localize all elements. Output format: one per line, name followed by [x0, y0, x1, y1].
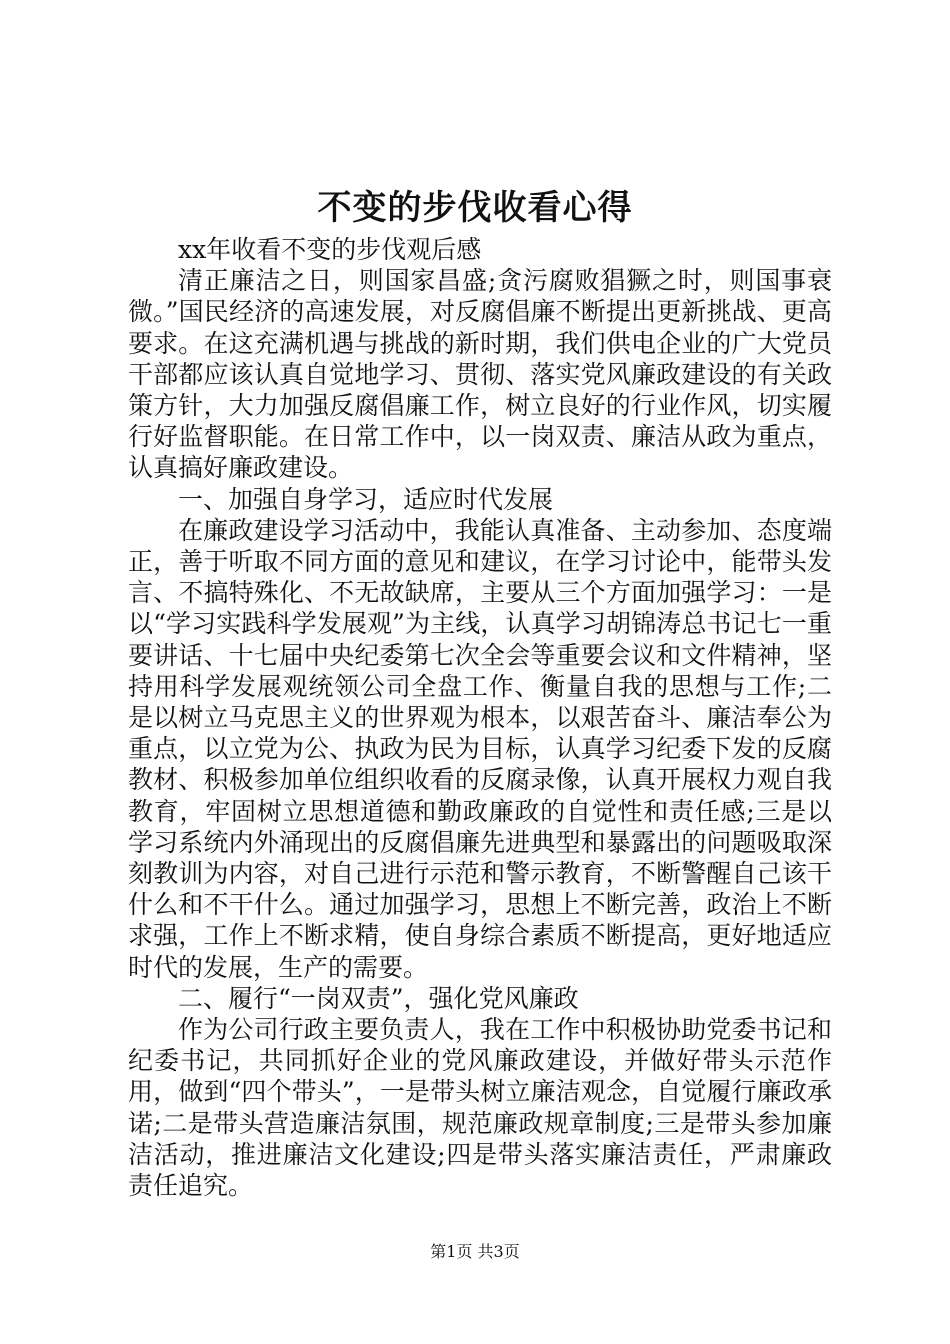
document-body [128, 234, 832, 1201]
paragraph-subtitle: xx年收看不变的步伐观后感 [178, 235, 482, 264]
paragraph-intro: 清正廉洁之日，则国家昌盛;贪污腐败猖獗之时，则国事衰微。”国民经济的高速发展，对反腐倡廉不断提出更新挑战、更高要求。在这充满机遇与挑战的新时期，我们供电企业的广大党员干部都应该认真自觉地学习、贯彻、落实党风廉政建设的有关政策方针，大力加强反腐倡廉工作，树立良好的行业作风，切实履行好监督职能。在日常工作中，以一岗双责、廉洁从政为重点，认真搞好廉政建设。 [128, 266, 832, 483]
paragraph-section-1: 在廉政建设学习活动中，我能认真准备、主动参加、态度端正，善于听取不同方面的意见和建议，在学习讨论中，能带头发言、不搞特殊化、不无故缺席，主要从三个方面加强学习：一是以“学习实践科学发展观”为主线，认真学习胡锦涛总书记七一重要讲话、十七届中央纪委第七次全会等重要会议和文件精神，坚持用科学发展观统领公司全盘工作、衡量自我的思想与工作;二是以树立马克思主义的世界观为根本，以艰苦奋斗、廉洁奉公为重点，以立党为公、执政为民为目标，认真学习纪委下发的反腐教材、积极参加单位组织收看的反腐录像，认真开展权力观自我教育，牢固树立思想道德和勤政廉政的自觉性和责任感;三是以学习系统内外涌现出的反腐倡廉先进典型和暴露出的问题吸取深刻教训为内容，对自己进行示范和警示教育，不断警醒自己该干什么和不干什么。通过加强学习，思想上不断完善，政治上不断求强，工作上不断求精，使自身综合素质不断提高，更好地适应时代的发展，生产的需要。 [128, 515, 832, 982]
section-heading-1: 一、加强自身学习，适应时代发展 [178, 484, 554, 514]
paragraph-section-2: 作为公司行政主要负责人，我在工作中积极协助党委书记和纪委书记，共同抓好企业的党风廉政建设，并做好带头示范作用，做到“四个带头”，一是带头树立廉洁观念，自觉履行廉政承诺;二是带头营造廉洁氛围，规范廉政规章制度;三是带头参加廉洁活动，推进廉洁文化建设;四是带头落实廉洁责任，严肃廉政责任追究。 [128, 1015, 832, 1201]
page-footer: 第1页 共3页 [430, 1242, 520, 1261]
section-heading-2: 二、履行“一岗双责”，强化党风廉政 [178, 983, 579, 1013]
document-title: 不变的步伐收看心得 [317, 188, 633, 228]
